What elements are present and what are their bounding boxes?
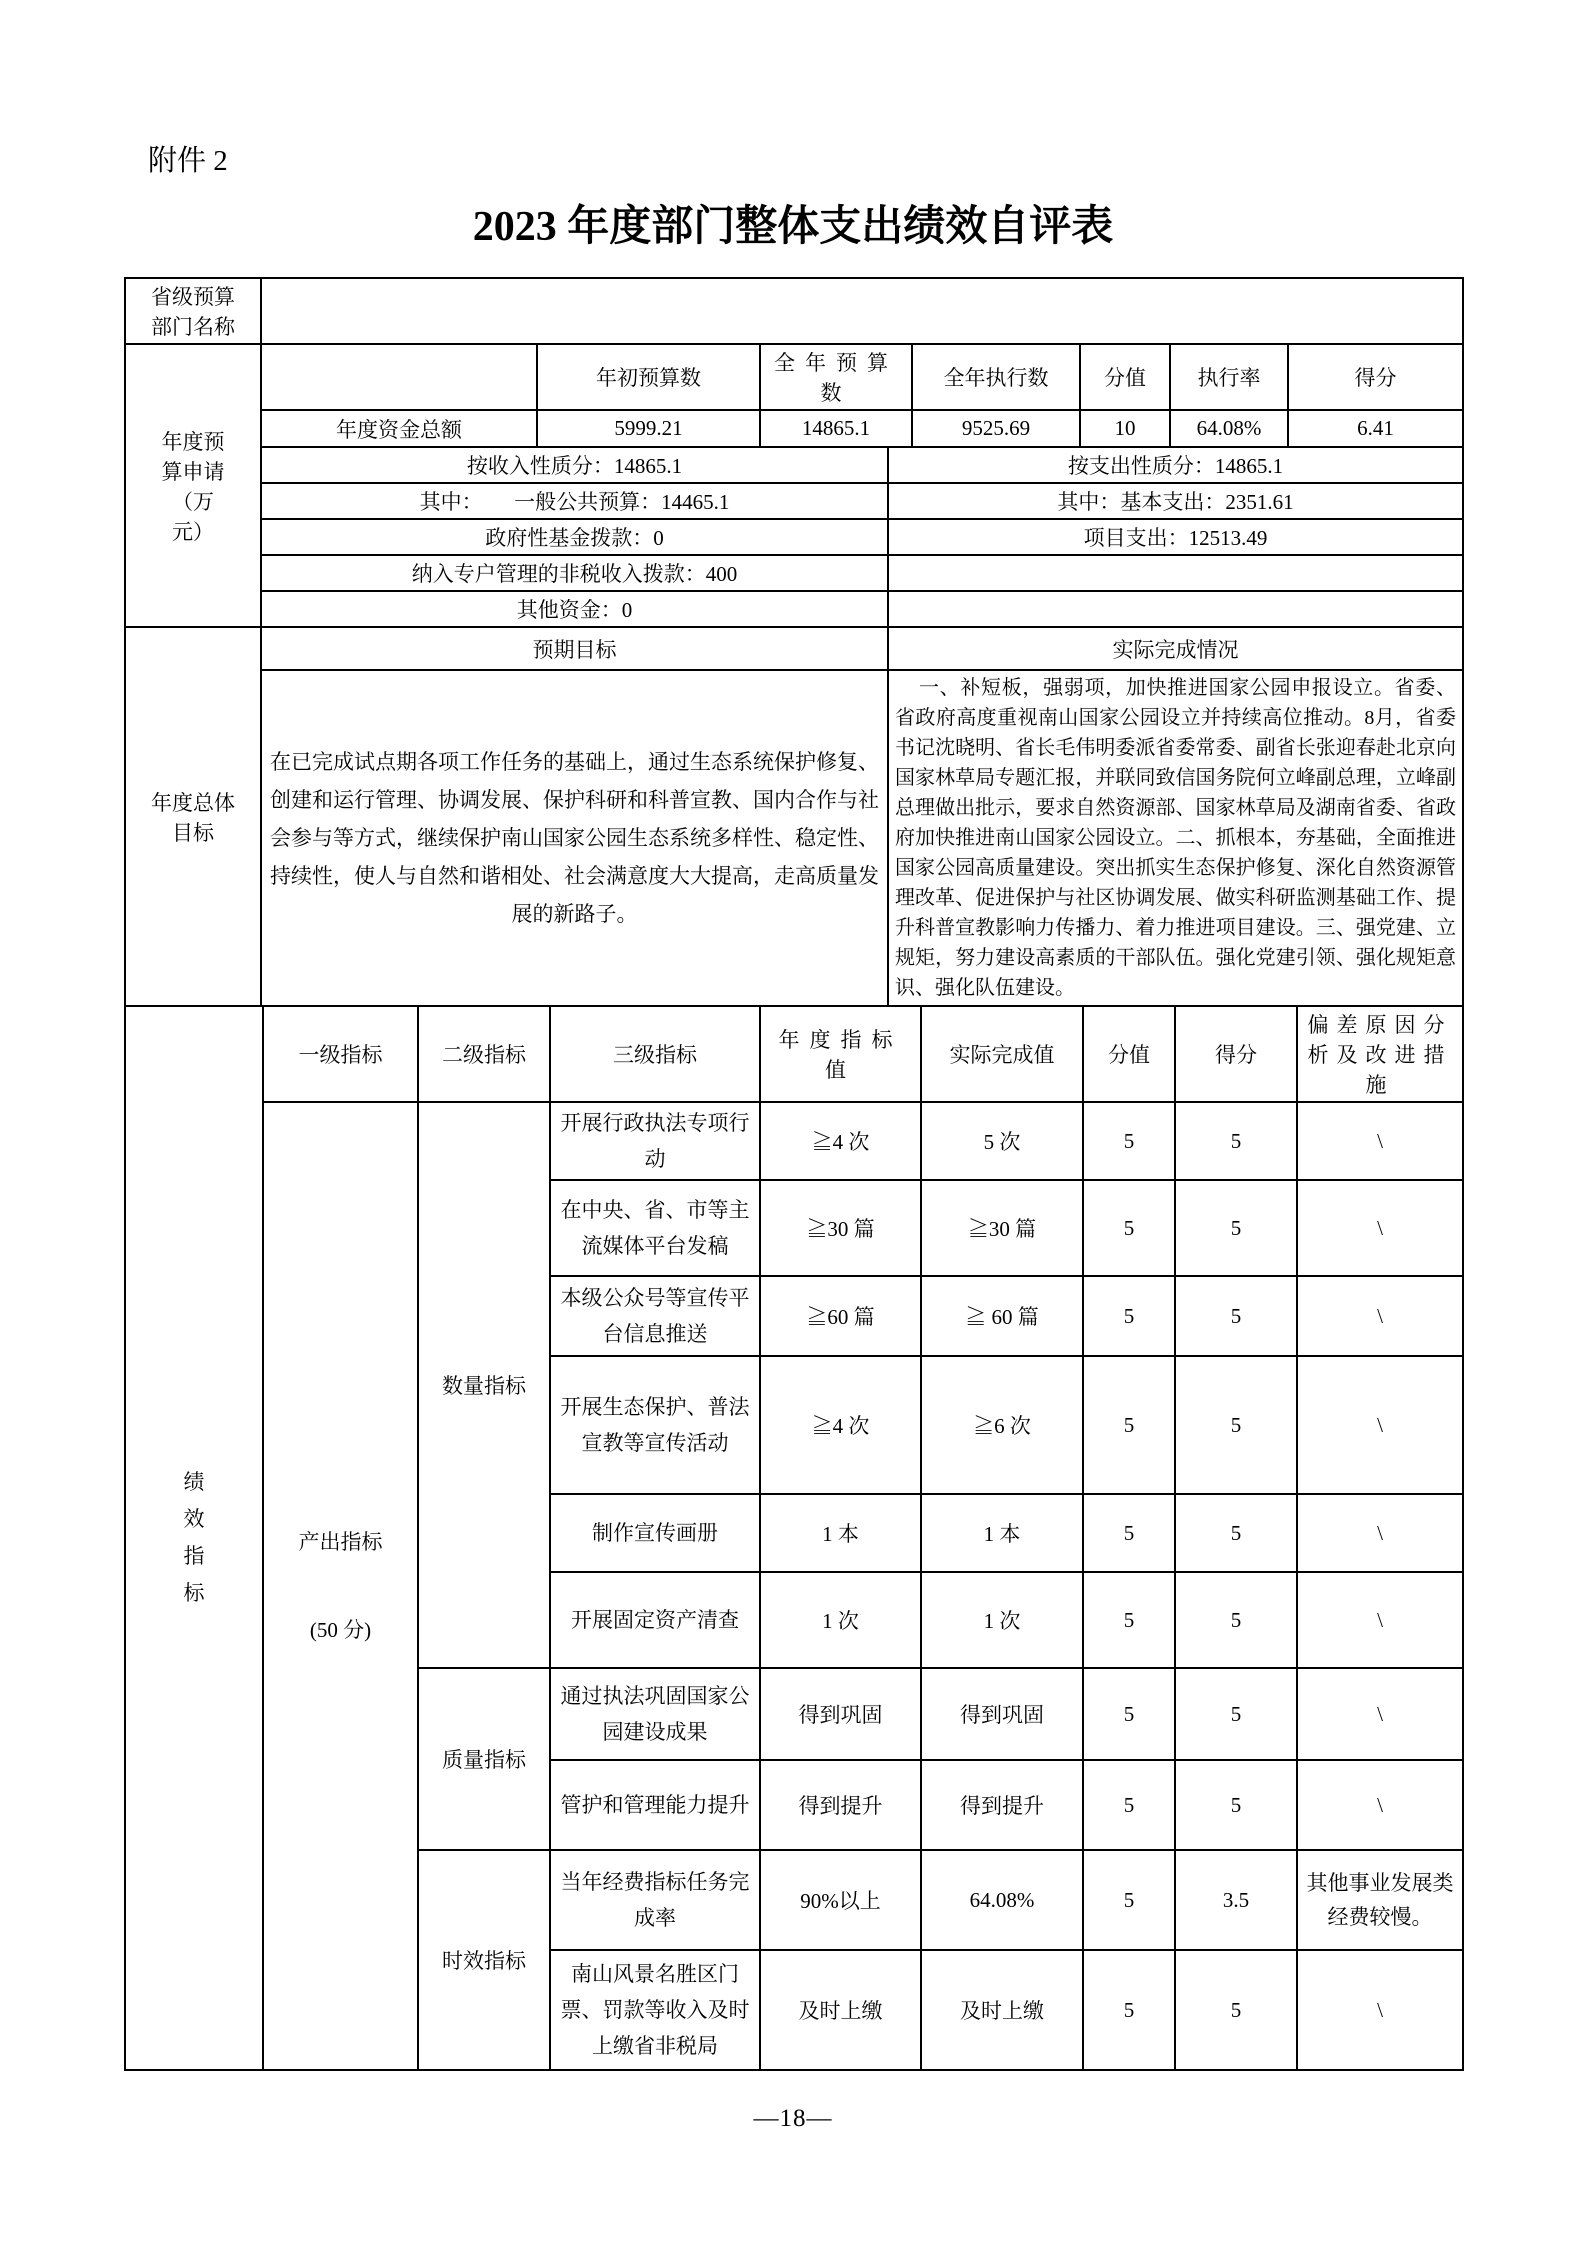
score-cell: 5 [1175, 1668, 1297, 1760]
indicator-row [125, 1102, 1463, 1180]
page-title: 2023 年度部门整体支出绩效自评表 [472, 204, 1114, 250]
budget-column-header: 年初预算数 [537, 344, 760, 410]
score-cell: 5 [1175, 1950, 1297, 2070]
budget-column-header: 得分 [1288, 344, 1463, 410]
goal-content-row [125, 670, 1463, 1006]
indicator-column-header: 三级指标 [550, 1006, 760, 1102]
budget-column-header: 全年预算数 [760, 344, 912, 410]
deviation-cell: \ [1297, 1760, 1463, 1850]
annual-budget-value: 14865.1 [760, 410, 912, 447]
points-cell: 5 [1083, 1760, 1175, 1850]
indicator-name-cell: 南山风景名胜区门票、罚款等收入及时上缴省非税局 [550, 1950, 760, 2070]
budget-split-row [125, 519, 1463, 555]
deviation-cell: \ [1297, 1668, 1463, 1760]
target-value-cell: 得到巩固 [760, 1668, 921, 1760]
level1-indicator-score: (50 分) [309, 1618, 372, 1642]
level2-indicator-cell: 时效指标 [418, 1850, 550, 2070]
expense-blank-cell [888, 555, 1463, 591]
deviation-cell: \ [1297, 1180, 1463, 1276]
points-cell: 5 [1083, 1668, 1175, 1760]
initial-budget-value: 5999.21 [537, 410, 760, 447]
indicator-column-header: 二级指标 [418, 1006, 550, 1102]
actual-value-cell: 1 本 [921, 1494, 1083, 1572]
points-cell: 5 [1083, 1850, 1175, 1950]
expected-goal-header: 预期目标 [261, 627, 888, 670]
indicator-name-cell: 开展生态保护、普法宣教等宣传活动 [550, 1356, 760, 1494]
deviation-cell: \ [1297, 1276, 1463, 1356]
indicator-column-header: 偏差原因分析及改进措施 [1297, 1006, 1463, 1102]
actual-value-cell: 1 次 [921, 1572, 1083, 1668]
level1-indicator-label: 产出指标 [298, 1530, 383, 1554]
score-value: 6.41 [1288, 410, 1463, 447]
expense-nature-row: 按支出性质分：14865.1 [888, 447, 1463, 483]
actual-value-cell: ≧30 篇 [921, 1180, 1083, 1276]
points-cell: 5 [1083, 1102, 1175, 1180]
indicators-header-row [125, 1006, 1463, 1102]
target-value-cell: 1 次 [760, 1572, 921, 1668]
deviation-cell: 其他事业发展类经费较慢。 [1297, 1850, 1463, 1950]
indicator-name-cell: 制作宣传画册 [550, 1494, 760, 1572]
non-tax-income-row: 纳入专户管理的非税收入拨款：400 [261, 555, 888, 591]
indicator-name-cell: 开展固定资产清查 [550, 1572, 760, 1668]
indicator-column-header: 分值 [1083, 1006, 1175, 1102]
budget-column-header: 分值 [1080, 344, 1170, 410]
deviation-cell: \ [1297, 1494, 1463, 1572]
points-value: 10 [1080, 410, 1170, 447]
score-cell: 5 [1175, 1572, 1297, 1668]
goal-header-row [125, 627, 1463, 670]
other-funds-row: 其他资金：0 [261, 591, 888, 627]
department-name-label: 省级预算部门名称 [125, 278, 261, 344]
target-value-cell: 及时上缴 [760, 1950, 921, 2070]
score-cell: 3.5 [1175, 1850, 1297, 1950]
actual-value-cell: 5 次 [921, 1102, 1083, 1180]
project-expense-row: 项目支出：12513.49 [888, 519, 1463, 555]
score-cell: 5 [1175, 1180, 1297, 1276]
points-cell: 5 [1083, 1276, 1175, 1356]
department-name-value [261, 278, 1463, 344]
government-fund-row: 政府性基金拨款：0 [261, 519, 888, 555]
expected-goal-text: 在已完成试点期各项工作任务的基础上，通过生态系统保护修复、创建和运行管理、协调发展、保护科研和科普宣教、国内合作与社会参与等方式，继续保护南山国家公园生态系统多样性、稳定性、持续性，使人与自然和谐相处、社会满意度大大提高，走高质量发展的新路子。 [261, 670, 888, 1006]
budget-split-row [125, 591, 1463, 627]
deviation-cell: \ [1297, 1950, 1463, 2070]
page-number: —18— [753, 2105, 833, 2132]
indicator-name-cell: 本级公众号等宣传平台信息推送 [550, 1276, 760, 1356]
actual-completion-header: 实际完成情况 [888, 627, 1463, 670]
actual-value-cell: ≧ 60 篇 [921, 1276, 1083, 1356]
basic-expense-row: 其中：基本支出：2351.61 [888, 483, 1463, 519]
indicator-column-header: 得分 [1175, 1006, 1297, 1102]
actual-value-cell: 得到提升 [921, 1760, 1083, 1850]
target-value-cell: 得到提升 [760, 1760, 921, 1850]
level2-indicator-cell: 数量指标 [418, 1102, 550, 1668]
actual-value-cell: ≧6 次 [921, 1356, 1083, 1494]
actual-completion-paragraph: 一、补短板，强弱项，加快推进国家公园申报设立。省委、省政府高度重视南山国家公园设立并持续高位推动。8月，省委书记沈晓明、省长毛伟明委派省委常委、副省长张迎春赴北京向国家林草局专题汇报，并联同致信国务院何立峰副总理，立峰副总理做出批示，要求自然资源部、国家林草局及湖南省委、省政府加快推进南山国家公园设立。二、抓根本，夯基础，全面推进国家公园高质量建设。突出抓实生态保护修复、深化自然资源管理改革、促进保护与社区协调发展、做实科研监测基础工作、提升科普宣教影响力传播力、着力推进项目建设。三、强党建、立规矩，努力建设高素质的干部队伍。强化党建引领、强化规矩意识、强化队伍建设。 [895, 677, 1456, 999]
budget-column-header: 执行率 [1170, 344, 1288, 410]
budget-section-label: 年度预算申请（万元） [125, 344, 261, 627]
budget-column-header: 全年执行数 [912, 344, 1080, 410]
points-cell: 5 [1083, 1950, 1175, 2070]
target-value-cell: 1 本 [760, 1494, 921, 1572]
attachment-label: 附件 2 [148, 145, 228, 177]
department-row [125, 278, 1463, 344]
points-cell: 5 [1083, 1572, 1175, 1668]
score-cell: 5 [1175, 1102, 1297, 1180]
actual-completion-text [888, 670, 1463, 1006]
budget-total-row [125, 410, 1463, 447]
budget-split-row [125, 447, 1463, 483]
level2-indicator-cell: 质量指标 [418, 1668, 550, 1850]
general-public-budget-row: 其中： 一般公共预算：14465.1 [261, 483, 888, 519]
indicator-column-header: 一级指标 [263, 1006, 418, 1102]
indicators-section-label: 绩效指标 [125, 1006, 263, 2070]
income-nature-row: 按收入性质分：14865.1 [261, 447, 888, 483]
budget-split-row [125, 483, 1463, 519]
deviation-cell: \ [1297, 1572, 1463, 1668]
indicator-column-header: 年度指标值 [760, 1006, 921, 1102]
budget-table [124, 277, 1464, 628]
annual-execution-value: 9525.69 [912, 410, 1080, 447]
execution-rate-value: 64.08% [1170, 410, 1288, 447]
target-value-cell: ≧4 次 [760, 1356, 921, 1494]
indicator-name-cell: 通过执法巩固国家公园建设成果 [550, 1668, 760, 1760]
level1-indicator-cell [263, 1102, 418, 2070]
points-cell: 5 [1083, 1356, 1175, 1494]
target-value-cell: 90%以上 [760, 1850, 921, 1950]
points-cell: 5 [1083, 1180, 1175, 1276]
annual-goal-label: 年度总体目标 [125, 627, 261, 1006]
indicator-column-header: 实际完成值 [921, 1006, 1083, 1102]
score-cell: 5 [1175, 1276, 1297, 1356]
total-funds-label: 年度资金总额 [261, 410, 537, 447]
annual-goal-table [124, 626, 1464, 1007]
actual-value-cell: 64.08% [921, 1850, 1083, 1950]
score-cell: 5 [1175, 1356, 1297, 1494]
score-cell: 5 [1175, 1494, 1297, 1572]
actual-value-cell: 及时上缴 [921, 1950, 1083, 2070]
score-cell: 5 [1175, 1760, 1297, 1850]
actual-value-cell: 得到巩固 [921, 1668, 1083, 1760]
indicator-name-cell: 管护和管理能力提升 [550, 1760, 760, 1850]
expense-blank-cell [888, 591, 1463, 627]
indicator-name-cell: 当年经费指标任务完成率 [550, 1850, 760, 1950]
indicator-name-cell: 开展行政执法专项行动 [550, 1102, 760, 1180]
budget-header-blank-cell [261, 344, 537, 410]
deviation-cell: \ [1297, 1102, 1463, 1180]
budget-split-row [125, 555, 1463, 591]
target-value-cell: ≧60 篇 [760, 1276, 921, 1356]
budget-header-row [125, 344, 1463, 410]
target-value-cell: ≧4 次 [760, 1102, 921, 1180]
target-value-cell: ≧30 篇 [760, 1180, 921, 1276]
points-cell: 5 [1083, 1494, 1175, 1572]
deviation-cell: \ [1297, 1356, 1463, 1494]
indicators-table [124, 1005, 1464, 2071]
indicator-name-cell: 在中央、省、市等主流媒体平台发稿 [550, 1180, 760, 1276]
